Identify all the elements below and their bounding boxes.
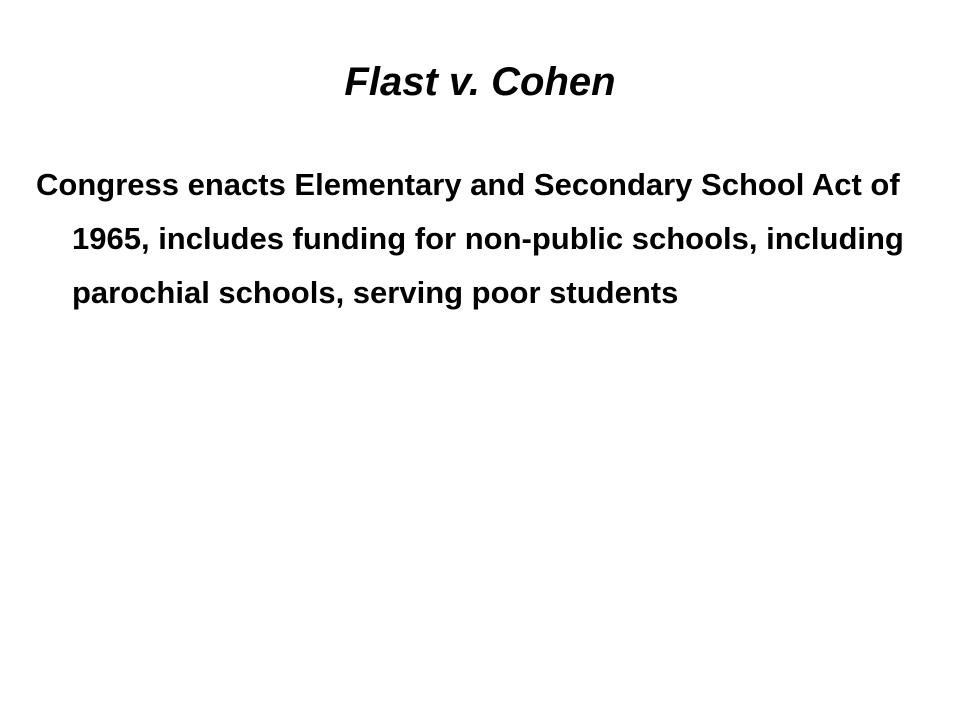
slide-title: Flast v. Cohen	[344, 60, 616, 104]
bullet-text: Congress enacts Elementary and Secondary School Act of 1965, includes funding for non-public schools, including parochial schools, serving poor students	[36, 167, 904, 310]
bullet-item	[36, 158, 936, 320]
slide-body	[36, 158, 936, 320]
